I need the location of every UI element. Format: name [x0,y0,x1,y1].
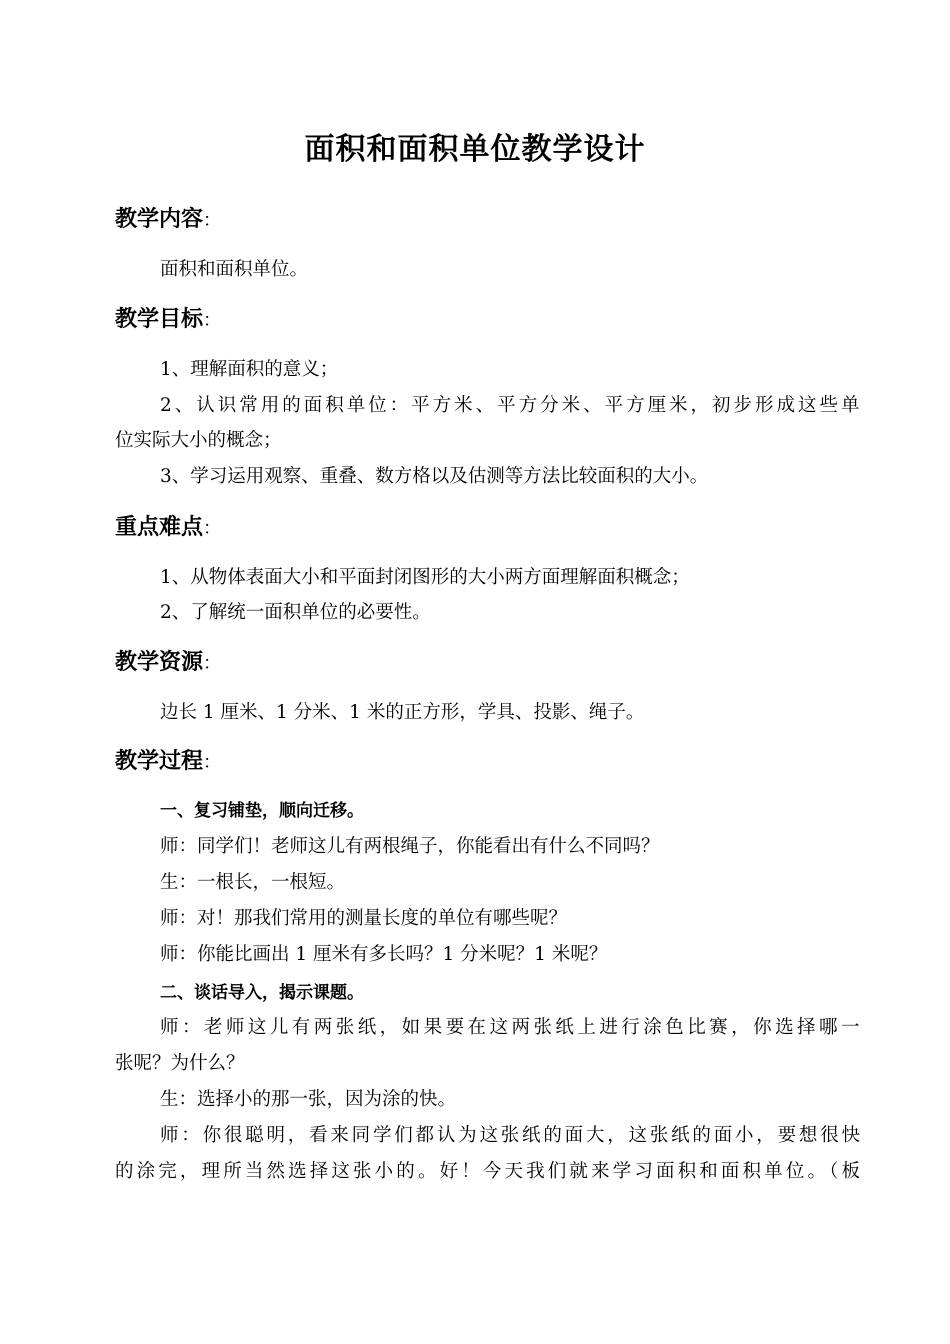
heading-colon: ： [203,752,222,773]
goal-item-1: 1、理解面积的意义； [160,359,339,380]
heading-teaching-resources [115,648,221,679]
dialogue-line: 生：一根长，一根短。 [160,872,346,893]
resources-text: 边长 1 厘米、1 分米、1 米的正方形，学具、投影、绳子。 [160,702,645,723]
heading-teaching-content [115,205,221,236]
heading-colon: ： [203,310,222,331]
goal-item-2: 2、认识常用的面积单位：平方米、平方分米、平方厘米，初步形成这些单 [160,395,860,416]
dialogue-line: 师：同学们！老师这儿有两根绳子，你能看出有什么不同吗？ [160,836,660,857]
key-point-2: 2、了解统一面积单位的必要性。 [160,602,431,623]
dialogue-line: 师：对！那我们常用的测量长度的单位有哪些呢？ [160,908,568,929]
heading-text: 重点难点 [115,515,204,540]
dialogue-line: 生：选择小的那一张，因为涂的快。 [160,1089,457,1110]
heading-text: 教学内容 [115,207,204,232]
dialogue-line: 的涂完，理所当然选择这张小的。好！今天我们就来学习面积和面积单位。（板 [115,1161,860,1182]
goal-item-2-continued: 位实际大小的概念； [115,430,282,451]
goal-item-3: 3、学习运用观察、重叠、数方格以及估测等方法比较面积的大小。 [160,466,709,487]
dialogue-line: 张呢？为什么？ [115,1053,245,1074]
heading-text: 教学资源 [115,650,204,675]
process-part2-title: 二、谈话导入，揭示课题。 [160,983,364,1003]
content-text: 面积和面积单位。 [160,259,309,280]
heading-text: 教学目标 [115,307,204,332]
heading-key-points [115,513,221,544]
process-part1-title: 一、复习铺垫，顺向迁移。 [160,801,364,821]
dialogue-line: 师：你很聪明，看来同学们都认为这张纸的面大，这张纸的面小，要想很快 [160,1125,860,1146]
dialogue-line: 师：你能比画出 1 厘米有多长吗？1 分米呢？1 米呢？ [160,944,608,965]
heading-text: 教学过程 [115,749,204,774]
key-point-1: 1、从物体表面大小和平面封闭图形的大小两方面理解面积概念； [160,567,690,588]
document-title: 面积和面积单位教学设计 [304,132,646,167]
heading-colon: ： [203,210,222,231]
dialogue-line: 师：老师这儿有两张纸，如果要在这两张纸上进行涂色比赛，你选择哪一 [160,1017,860,1038]
heading-teaching-goals [115,305,221,336]
heading-teaching-process [115,747,221,778]
heading-colon: ： [203,518,222,539]
heading-colon: ： [203,653,222,674]
